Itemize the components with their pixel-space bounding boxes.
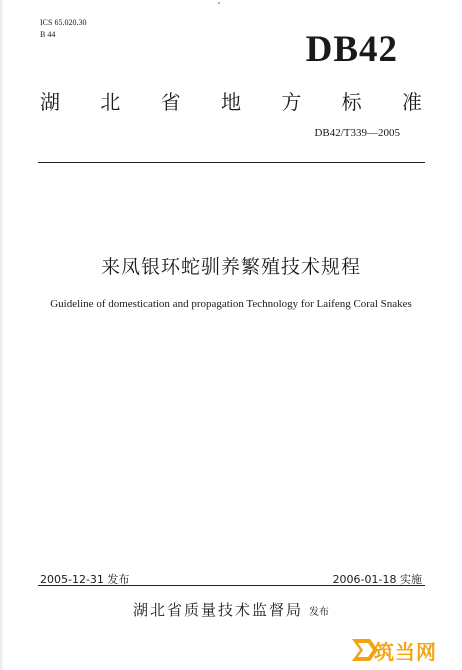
implement-date: 2006-01-18 实施 [332, 573, 422, 586]
standard-type-char: 北 [100, 90, 121, 114]
standard-type-heading [40, 86, 422, 115]
standard-number: DB42/T339—2005 [314, 127, 400, 139]
document-title-english: Guideline of domestication and propagation Technology for Laifeng Coral Snakes [50, 298, 412, 310]
standard-type-char: 地 [220, 90, 241, 114]
issuer-name: 湖北省质量技术监督局 [132, 601, 303, 619]
standard-type-char: 准 [401, 90, 422, 114]
issuer-suffix: 发布 [309, 607, 329, 618]
standard-type-char: 省 [160, 90, 181, 114]
standard-type-char: 湖 [40, 90, 60, 114]
document-title-chinese: 来凤银环蛇驯养繁殖技术规程 [100, 256, 361, 278]
standard-type-char: 标 [341, 90, 362, 114]
standard-type-char: 方 [281, 90, 302, 114]
classification-code: B 44 [40, 30, 56, 39]
watermark-text: 筑当网 [374, 640, 437, 664]
header-divider [38, 162, 425, 163]
issuing-authority [0, 599, 462, 620]
scan-speck [218, 2, 220, 4]
page-edge-shadow [0, 0, 4, 670]
footer-divider [38, 585, 425, 586]
ics-code: ICS 65.020.30 [40, 18, 87, 27]
standard-code-large: DB42 [305, 29, 398, 70]
publish-date: 2005-12-31 发布 [40, 573, 130, 586]
